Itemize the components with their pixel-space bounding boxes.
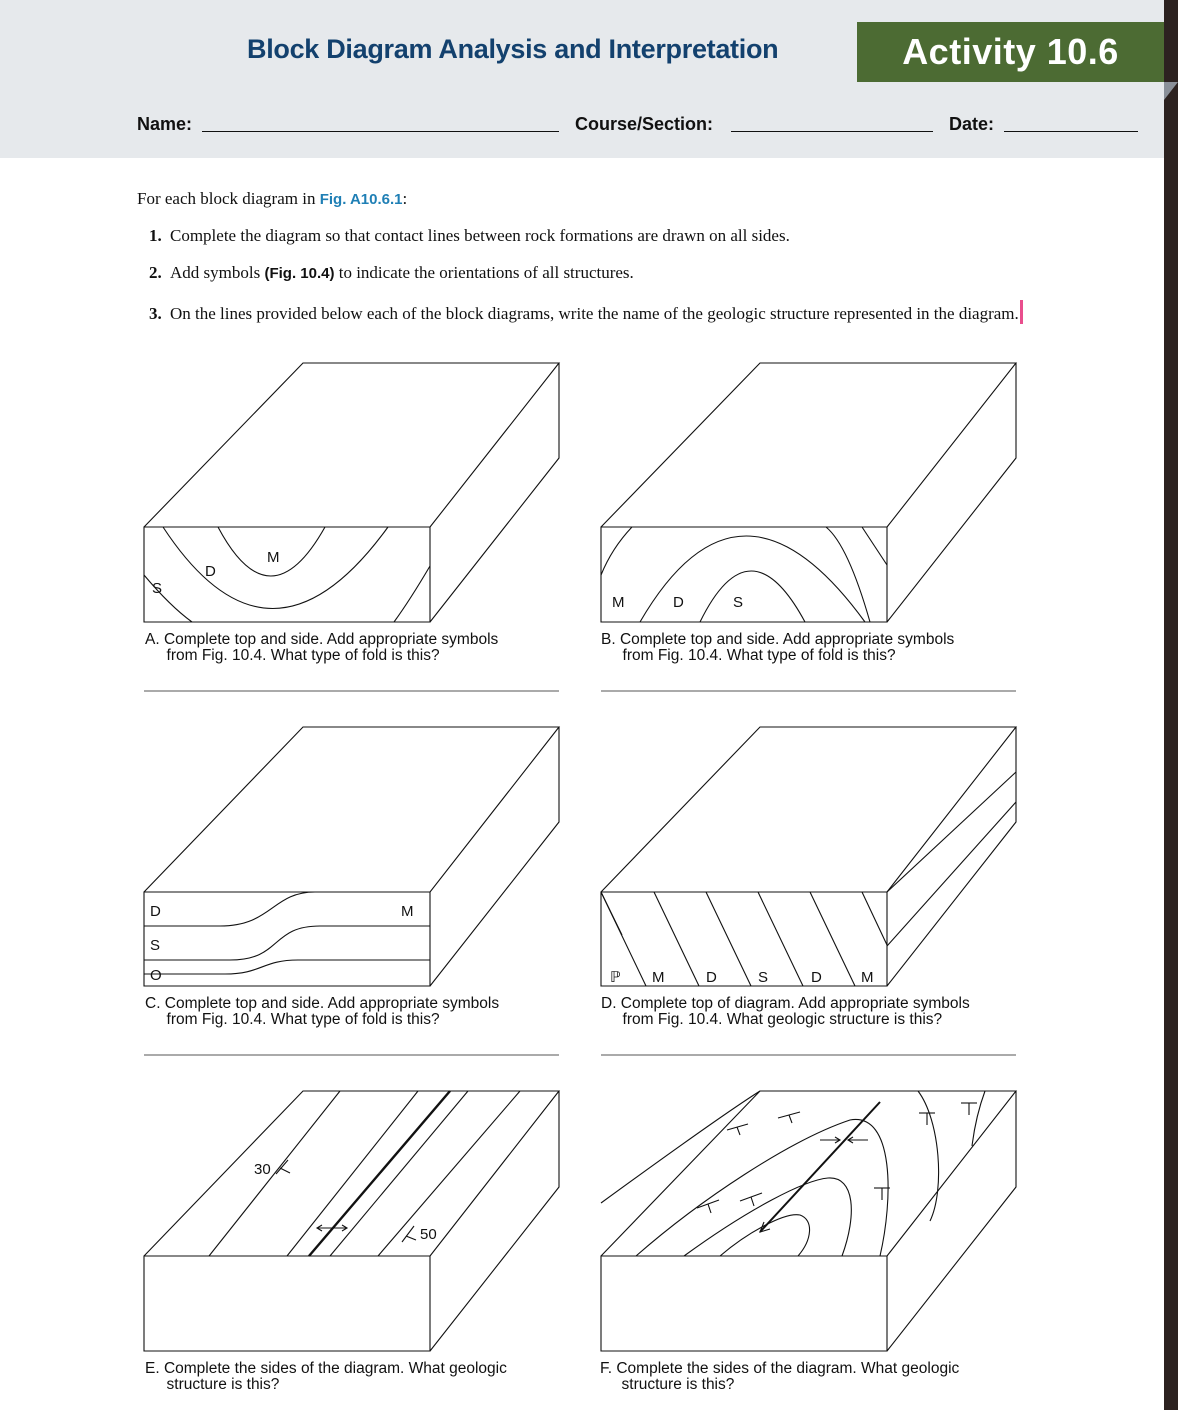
label-s: S — [150, 937, 161, 954]
date-label: Date: — [949, 114, 995, 134]
page-title: Block Diagram Analysis and Interpretation — [247, 34, 779, 64]
label-m: M — [612, 594, 625, 611]
label-s: S — [152, 580, 163, 597]
step-text: Complete the diagram so that contact lines between rock formations are drawn on all sides. — [170, 226, 790, 245]
intro-prefix: For each block diagram in — [137, 189, 320, 208]
caption-d: D. Complete top of diagram. Add appropriate symbols from Fig. 10.4. What geologic structure is this? — [601, 995, 970, 1028]
label-m: M — [401, 903, 414, 920]
step-text: Add symbols — [170, 263, 265, 282]
badge-corner-decoration — [1164, 82, 1178, 100]
step-text: to indicate the orientations of all structures. — [334, 263, 634, 282]
step-number: 3. — [149, 304, 162, 323]
dip-value-30: 30 — [254, 1161, 271, 1178]
course-label: Course/Section: — [575, 114, 714, 134]
step-number: 2. — [149, 263, 162, 282]
fig-10-4-reference: (Fig. 10.4) — [264, 265, 335, 282]
label-d: D — [150, 903, 161, 920]
label-s: S — [758, 969, 769, 986]
caption-f: F. Complete the sides of the diagram. What geologic structure is this? — [600, 1360, 960, 1393]
block-diagram-b — [601, 363, 1016, 622]
caption-a: A. Complete top and side. Add appropriate symbols from Fig. 10.4. What type of fold is this? — [145, 631, 499, 664]
block-diagram-d — [601, 727, 1016, 986]
label-m: M — [861, 969, 874, 986]
block-diagram-a — [144, 363, 559, 622]
block-diagram-c — [144, 727, 559, 986]
step-number: 1. — [149, 226, 162, 245]
caption-b: B. Complete top and side. Add appropriate symbols from Fig. 10.4. What type of fold is this? — [601, 631, 955, 664]
block-diagram-f — [601, 1091, 1016, 1351]
page-edge — [1164, 0, 1178, 1410]
block-diagram-e — [144, 1091, 559, 1351]
label-d: D — [673, 594, 684, 611]
figure-reference-link[interactable]: Fig. A10.6.1 — [319, 191, 403, 208]
caption-c: C. Complete top and side. Add appropriate symbols from Fig. 10.4. What type of fold is this? — [145, 995, 500, 1028]
label-s: S — [733, 594, 744, 611]
activity-badge: Activity 10.6 — [857, 22, 1164, 82]
label-p: ℙ — [610, 969, 621, 986]
step-text: On the lines provided below each of the block diagrams, write the name of the geologic structure represented in the diagram. — [170, 304, 1019, 323]
label-m: M — [267, 549, 280, 566]
label-m: M — [652, 969, 665, 986]
label-d: D — [205, 563, 216, 580]
name-label: Name: — [137, 114, 193, 134]
intro-suffix: : — [402, 189, 408, 208]
caption-e: E. Complete the sides of the diagram. What geologic structure is this? — [145, 1360, 507, 1393]
dip-value-50: 50 — [420, 1226, 437, 1243]
label-d: D — [811, 969, 822, 986]
label-o: O — [150, 967, 162, 984]
label-d: D — [706, 969, 717, 986]
